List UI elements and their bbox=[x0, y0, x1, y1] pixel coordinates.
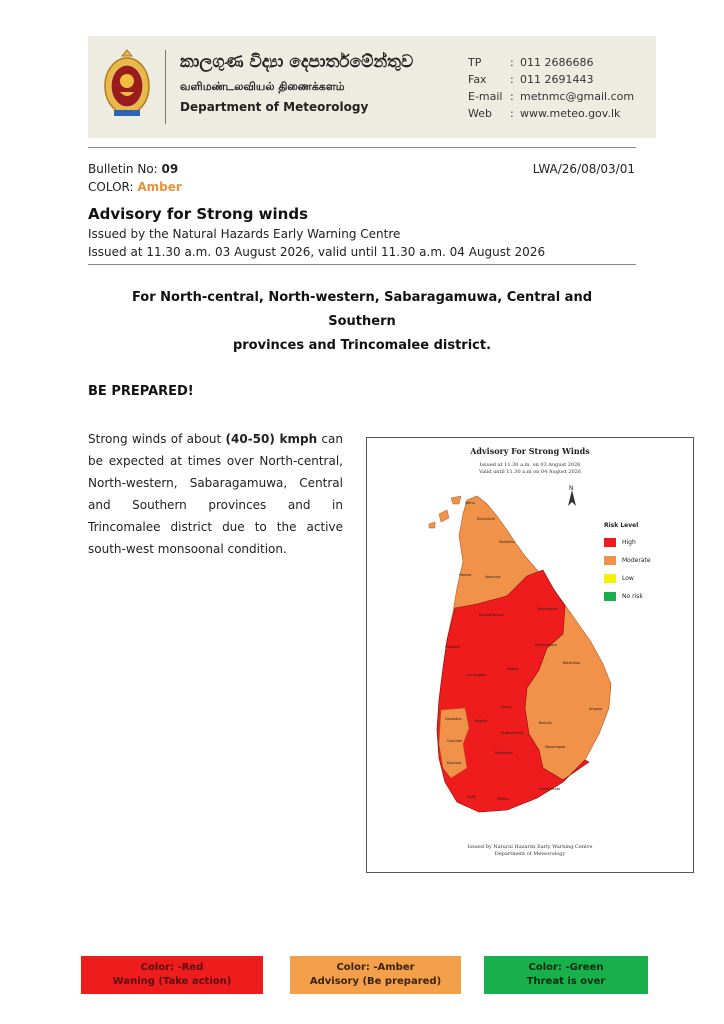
district-label: Badulla bbox=[539, 721, 552, 725]
bulletin-color: COLOR: Amber bbox=[88, 180, 182, 194]
legend-title: Risk Level bbox=[604, 522, 639, 529]
contact-key: Web bbox=[468, 107, 492, 120]
divider bbox=[88, 264, 636, 265]
district-label: Anuradhapura bbox=[479, 613, 504, 617]
map-issued: Issued at 11.30 a.m. on 03 August 2026 bbox=[479, 462, 581, 468]
map-title: Advisory For Strong Winds bbox=[470, 446, 590, 456]
district-label: Monaragala bbox=[545, 745, 565, 749]
color-key-label: Color: -Amber bbox=[336, 962, 415, 973]
district-label: Mullaitivu bbox=[499, 540, 516, 544]
map-islands bbox=[429, 496, 461, 528]
color-key-red bbox=[81, 956, 263, 994]
district-label: Hambantota bbox=[539, 787, 561, 791]
color-key-green bbox=[484, 956, 648, 994]
map-valid: Valid until 11.30 a.m on 04 August 2026 bbox=[478, 469, 582, 475]
org-name-english: Department of Meteorology bbox=[180, 100, 369, 114]
advisory-body: Strong winds of about (40-50) kmph can be expected at times over North-central, North-western, Sabaragamuwa, Central and Southern provinces and in Trincomalee district due to the active south-west monsoonal condition. bbox=[88, 432, 343, 556]
color-value: Amber bbox=[137, 180, 182, 194]
fax-number: 011 2691443 bbox=[520, 73, 594, 86]
web-link[interactable]: www.meteo.gov.lk bbox=[520, 107, 621, 120]
issued-at: Issued at 11.30 a.m. 03 August 2026, valid until 11.30 a.m. 04 August 2026 bbox=[88, 245, 546, 259]
legend-item-high: High bbox=[604, 538, 636, 547]
district-label: Kegalle bbox=[475, 719, 488, 723]
north-label: N bbox=[569, 485, 574, 492]
contact-row: Fax : 011 2691443 bbox=[468, 73, 594, 86]
divider bbox=[88, 147, 636, 148]
legend-swatch bbox=[604, 556, 616, 565]
map-footer: Issued by Natural Hazards Early Warning Centre bbox=[467, 844, 593, 850]
legend-swatch bbox=[604, 538, 616, 547]
contact-key: Fax bbox=[468, 73, 487, 86]
affected-regions bbox=[100, 286, 624, 358]
legend-swatch bbox=[604, 574, 616, 583]
email-link[interactable]: metnmc@gmail.com bbox=[520, 90, 635, 103]
org-name-sinhala: කාලගුණ විද්‍යා දෙපාර්තමේන්තුව bbox=[180, 52, 414, 72]
phone-number: 011 2686686 bbox=[520, 56, 594, 69]
color-key-label: Color: -Red bbox=[140, 962, 204, 973]
regions-line: provinces and Trincomalee district. bbox=[232, 338, 492, 353]
regions-line: For North-central, North-western, Sabaragamuwa, Central and Southern bbox=[131, 290, 593, 329]
org-name-tamil: வளிமண்டலவியல் திணைக்களம் bbox=[180, 80, 345, 93]
contact-row: Web : www.meteo.gov.lk bbox=[468, 107, 621, 120]
district-label: Jaffna bbox=[465, 501, 475, 505]
district-label: Polonnaruwa bbox=[535, 643, 557, 647]
district-label: Ratnapura bbox=[495, 751, 513, 755]
bulletin-number: Bulletin No: 09 bbox=[88, 162, 179, 176]
contact-row: TP : 011 2686686 bbox=[468, 56, 594, 69]
legend-item-moderate: Moderate bbox=[604, 556, 651, 565]
issued-by: Issued by the Natural Hazards Early Warning Centre bbox=[88, 227, 401, 241]
contact-key: TP bbox=[468, 56, 482, 69]
district-label: Ampara bbox=[589, 707, 603, 711]
district-label: Gampaha bbox=[445, 717, 462, 721]
district-label: Kilinochchi bbox=[477, 517, 496, 521]
sri-lanka-map bbox=[367, 438, 693, 872]
letterhead bbox=[88, 36, 656, 138]
district-label: Kalutara bbox=[447, 761, 462, 765]
district-label: Batticaloa bbox=[563, 661, 581, 665]
risk-map bbox=[366, 437, 694, 873]
north-arrow-icon bbox=[568, 490, 576, 506]
map-footer: Department of Meteorology bbox=[494, 851, 566, 857]
district-label: Kandy bbox=[501, 705, 512, 709]
legend-item-low: Low bbox=[604, 574, 634, 583]
district-label: Mannar bbox=[459, 573, 472, 577]
emblem-icon bbox=[102, 48, 152, 120]
color-key-meaning: Waning (Take action) bbox=[112, 976, 232, 987]
district-label: Nuwara Eliya bbox=[501, 731, 524, 735]
legend-swatch bbox=[604, 592, 616, 601]
be-prepared-heading: BE PREPARED! bbox=[88, 384, 194, 399]
district-label: Galle bbox=[467, 795, 476, 799]
legend-item-no-risk: No risk bbox=[604, 592, 643, 601]
district-label: Trincomalee bbox=[537, 607, 558, 611]
district-label: Matale bbox=[507, 667, 519, 671]
district-label: Puttalam bbox=[445, 645, 461, 649]
header-divider bbox=[165, 50, 166, 124]
district-label: Vavuniya bbox=[485, 575, 501, 579]
district-label: Matara bbox=[497, 797, 509, 801]
district-label: Kurunegala bbox=[467, 673, 487, 677]
color-key-amber bbox=[290, 956, 461, 994]
advisory-title: Advisory for Strong winds bbox=[88, 205, 309, 223]
contact-key: E-mail bbox=[468, 90, 503, 103]
bulletin-reference: LWA/26/08/03/01 bbox=[532, 162, 635, 176]
district-label: Colombo bbox=[447, 739, 462, 743]
color-key-meaning: Threat is over bbox=[526, 976, 606, 987]
color-key-meaning: Advisory (Be prepared) bbox=[309, 976, 442, 987]
contact-row: E-mail : metnmc@gmail.com bbox=[468, 90, 635, 103]
contact-block bbox=[468, 54, 634, 122]
color-key-label: Color: -Green bbox=[528, 962, 604, 973]
